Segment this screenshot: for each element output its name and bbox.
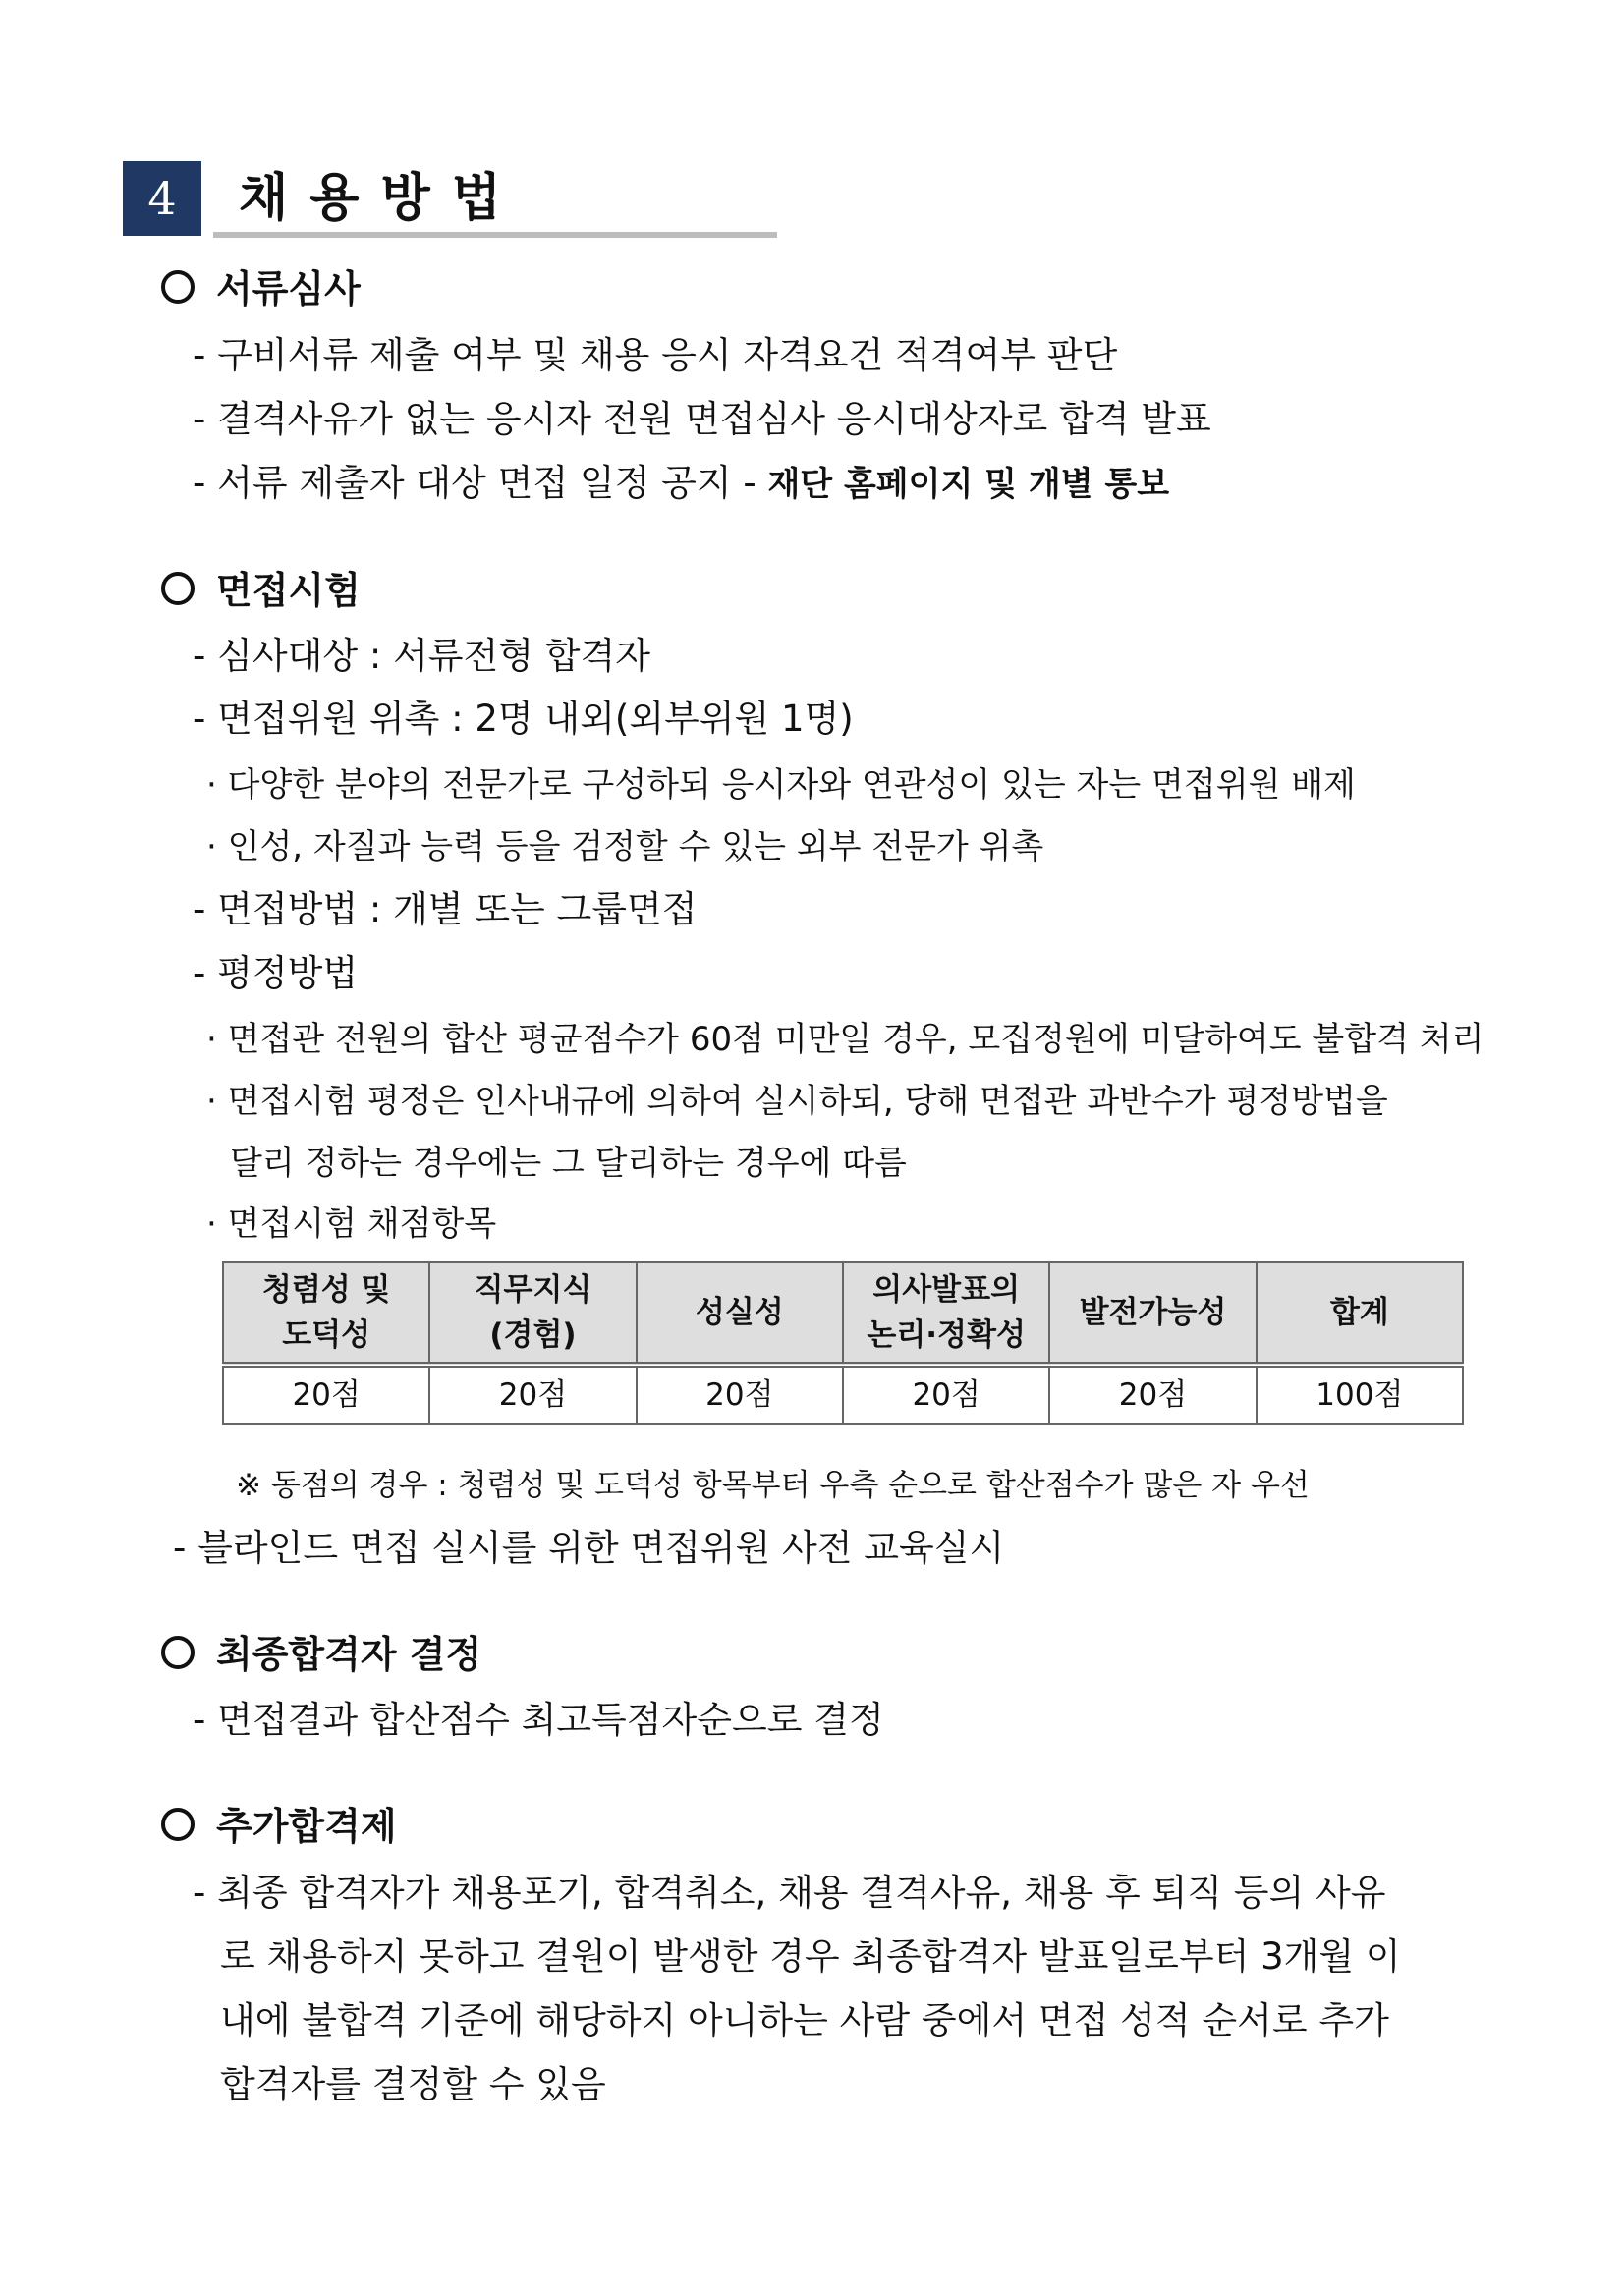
circle-bullet-icon <box>161 1636 195 1669</box>
section-underline <box>213 232 777 238</box>
interview-heading: 면접시험 <box>161 567 361 614</box>
final-decision-item: - 면접결과 합산점수 최고득점자순으로 결정 <box>193 1699 884 1741</box>
additional-paragraph-line: 합격자를 결정할 수 있음 <box>220 2063 606 2105</box>
evaluation-sub-item: · 면접관 전원의 합산 평균점수가 60점 미만일 경우, 모집정원에 미달하여도 불합격 처리 <box>206 1020 1484 1059</box>
interview-committee: - 면접위원 위촉 : 2명 내외(외부위원 1명) <box>193 698 854 740</box>
evaluation-sub-item: · 면접시험 평정은 인사내규에 의하여 실시하되, 당해 면접관 과반수가 평정방법을 <box>206 1082 1388 1121</box>
blind-interview-item: - 블라인드 면접 실시를 위한 면접위원 사전 교육실시 <box>173 1527 1005 1569</box>
section-number: 4 <box>123 161 201 236</box>
final-decision-heading: 최종합격자 결정 <box>161 1631 481 1678</box>
evaluation-sub-item: · 면접시험 채점항목 <box>206 1204 497 1244</box>
table-row <box>223 1365 1463 1424</box>
tie-note: ※ 동점의 경우 : 청렴성 및 도덕성 항목부터 우측 순으로 합산점수가 많은 자 우선 <box>236 1468 1310 1503</box>
table-header-cell: 합계 <box>1257 1262 1463 1365</box>
interview-method: - 면접방법 : 개별 또는 그룹면접 <box>193 888 698 930</box>
scoring-table <box>222 1261 1464 1425</box>
additional-paragraph-line: 로 채용하지 못하고 결원이 발생한 경우 최종합격자 발표일로부터 3개월 이 <box>220 1935 1401 1978</box>
table-cell: 20점 <box>429 1365 636 1424</box>
circle-bullet-icon <box>161 572 195 605</box>
doc-screening-heading: 서류심사 <box>161 265 361 312</box>
table-cell: 20점 <box>223 1365 429 1424</box>
table-header-cell: 청렴성 및 도덕성 <box>223 1262 429 1365</box>
table-header-cell: 성실성 <box>637 1262 843 1365</box>
interview-evaluation: - 평정방법 <box>193 952 359 994</box>
additional-heading: 추가합격제 <box>161 1803 397 1850</box>
committee-sub-item: · 인성, 자질과 능력 등을 검정할 수 있는 외부 전문가 위촉 <box>206 827 1044 867</box>
additional-paragraph-line: - 최종 합격자가 채용포기, 합격취소, 채용 결격사유, 채용 후 퇴직 등의 사유 <box>193 1872 1386 1914</box>
table-cell: 20점 <box>843 1365 1049 1424</box>
circle-bullet-icon <box>161 270 195 304</box>
doc-screening-item: - 결격사유가 없는 응시자 전원 면접심사 응시대상자로 합격 발표 <box>193 398 1211 440</box>
table-header-row <box>223 1262 1463 1365</box>
additional-paragraph-line: 내에 불합격 기준에 해당하지 아니하는 사람 중에서 면접 성적 순서로 추가 <box>220 1999 1389 2042</box>
table-cell: 20점 <box>637 1365 843 1424</box>
circle-bullet-icon <box>161 1808 195 1841</box>
table-header-cell: 의사발표의 논리·정확성 <box>843 1262 1049 1365</box>
evaluation-sub-item: 달리 정하는 경우에는 그 달리하는 경우에 따름 <box>230 1144 907 1183</box>
notice-emphasis: 재단 홈페이지 및 개별 통보 <box>767 465 1170 504</box>
committee-sub-item: · 다양한 분야의 전문가로 구성하되 응시자와 연관성이 있는 자는 면접위원 배제 <box>206 765 1356 805</box>
table-header-cell: 발전가능성 <box>1049 1262 1256 1365</box>
table-cell: 20점 <box>1049 1365 1256 1424</box>
section-title: 채용방법 <box>239 169 523 228</box>
interview-target: - 심사대상 : 서류전형 합격자 <box>193 635 651 677</box>
table-header-cell: 직무지식 (경험) <box>429 1262 636 1365</box>
doc-screening-notice: - 서류 제출자 대상 면접 일정 공지 - 재단 홈페이지 및 개별 통보 <box>193 462 1170 504</box>
table-cell: 100점 <box>1257 1365 1463 1424</box>
doc-screening-item: - 구비서류 제출 여부 및 채용 응시 자격요건 적격여부 판단 <box>193 334 1118 376</box>
